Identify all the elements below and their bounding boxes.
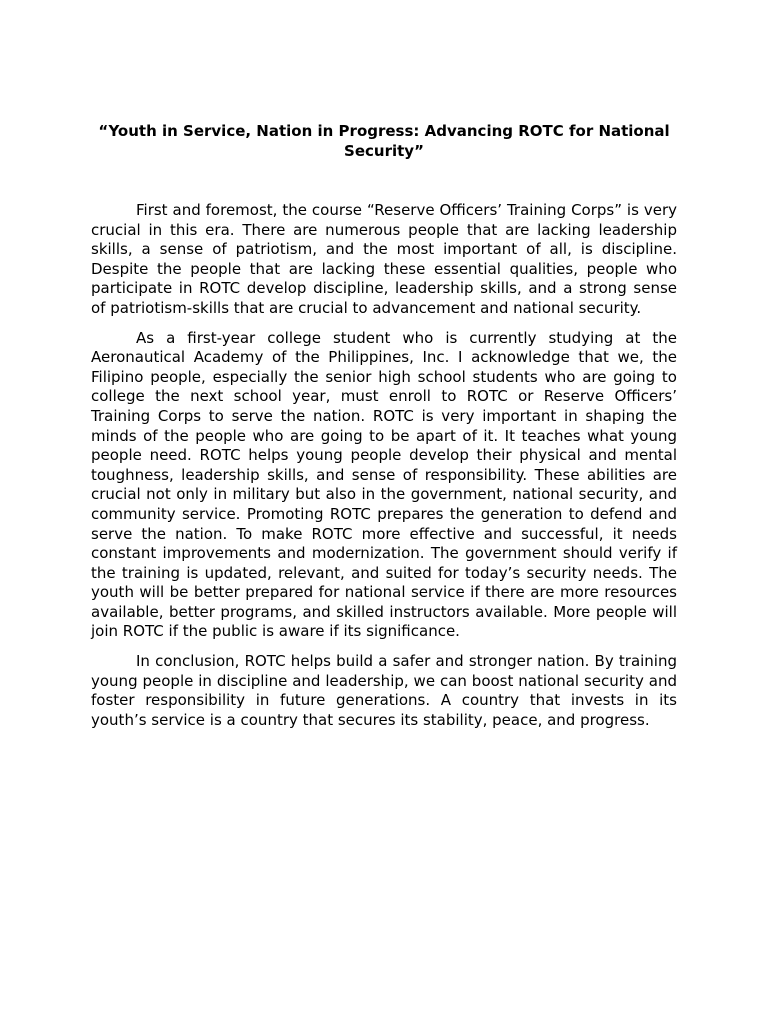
document-title: “Youth in Service, Nation in Progress: Advancing ROTC for National Security” [98, 122, 670, 160]
document-body [91, 201, 677, 730]
document-page [91, 121, 677, 740]
paragraph-conclusion: In conclusion, ROTC helps build a safer and stronger nation. By training young people in discipline and leadership, we can boost national security and foster responsibility in future generations. A country that invests in its youth’s service is a country that secures its stability, peace, and progress. [91, 652, 677, 729]
paragraph-argument: As a first-year college student who is currently studying at the Aeronautical Academy of the Philippines, Inc. I acknowledge that we, the Filipino people, especially the senior high school students who are going to college the next school year, must enroll to ROTC or Reserve Officers’ Training Corps to serve the nation. ROTC is very important in shaping the minds of the people who are going to be apart of it. It teaches what young people need. ROTC helps young people develop their physical and mental toughness, leadership skills, and sense of responsibility. These abilities are crucial not only in military but also in the government, national security, and community service. Promoting ROTC prepares the generation to defend and serve the nation. To make ROTC more effective and successful, it needs constant improvements and modernization. The government should verify if the training is updated, relevant, and suited for today’s security needs. The youth will be better prepared for national service if there are more resources available, better programs, and skilled instructors available. More people will join ROTC if the public is aware if its significance. [91, 328, 677, 641]
paragraph-introduction: First and foremost, the course “Reserve Officers’ Training Corps” is very crucial in this era. There are numerous people that are lacking leadership skills, a sense of patriotism, and the most important of all, is discipline. Despite the people that are lacking these essential qualities, people who participate in ROTC develop discipline, leadership skills, and a strong sense of patriotism-skills that are crucial to advancement and national security. [91, 201, 677, 317]
